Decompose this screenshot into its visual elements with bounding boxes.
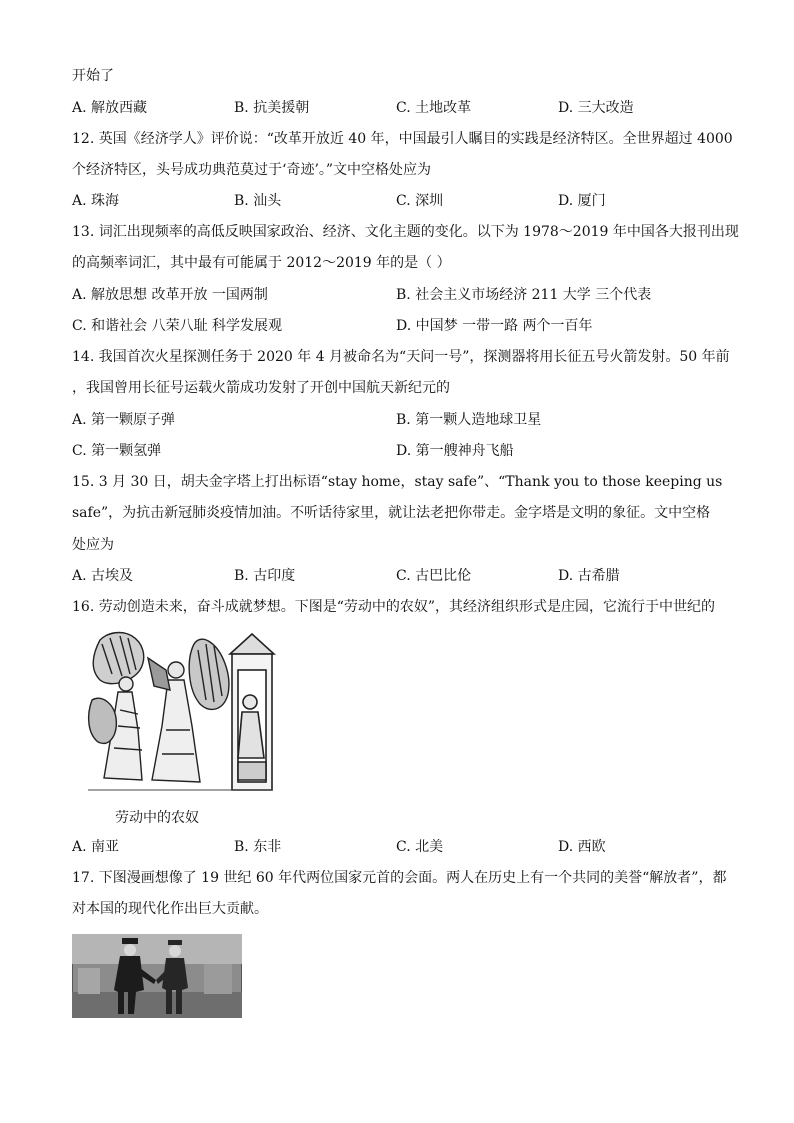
q15-stem-line1: 15. 3 月 30 日，胡夫金字塔上打出标语“stay home，stay safe”、“Thank you to those keeping us [72,474,723,490]
q12-option-d: D. 厦门 [558,193,606,209]
q16-option-d: D. 西欧 [558,839,606,855]
q11-tail: 开始了 [72,68,114,84]
q13-option-b: B. 社会主义市场经济 211 大学 三个代表 [396,287,652,303]
serfs-labor-woodcut-image [82,630,276,798]
q16-option-a: A. 南亚 [72,839,120,855]
q14-option-c: C. 第一颗氢弹 [72,443,162,459]
q13-stem-line2: 的高频率词汇，其中最有可能属于 2012～2019 年的是（ ） [72,255,451,271]
q14-option-b: B. 第一颗人造地球卫星 [396,412,542,428]
q13-stem-line1: 13. 词汇出现频率的高低反映国家政治、经济、文化主题的变化。以下为 1978～2019 年中国各大报刊出现 [72,224,739,240]
q13-option-a: A. 解放思想 改革开放 一国两制 [72,287,268,303]
q16-option-c: C. 北美 [396,839,444,855]
q15-option-b: B. 古印度 [234,568,296,584]
q14-option-d: D. 第一艘神舟飞船 [396,443,514,459]
q17-stem-line1: 17. 下图漫画想像了 19 世纪 60 年代两位国家元首的会面。两人在历史上有一个共同的美誉“解放者”，都 [72,870,727,886]
q14-stem-line2: ，我国曾用长征号运载火箭成功发射了开创中国航天新纪元的 [72,380,450,396]
q15-stem-line3: 处应为 [72,537,114,553]
two-leaders-handshake-cartoon-image [72,934,242,1018]
q11-option-d: D. 三大改造 [558,100,634,116]
q12-option-a: A. 珠海 [72,193,120,209]
q13-option-d: D. 中国梦 一带一路 两个一百年 [396,318,593,334]
q16-option-b: B. 东非 [234,839,282,855]
q12-option-c: C. 深圳 [396,193,444,209]
q15-stem-line2: safe”，为抗击新冠肺炎疫情加油。不听话待家里，就让法老把你带走。金字塔是文明的象征。文中空格 [72,505,711,521]
q16-image-caption: 劳动中的农奴 [115,810,199,826]
q15-option-c: C. 古巴比伦 [396,568,472,584]
q14-stem-line1: 14. 我国首次火星探测任务于 2020 年 4 月被命名为“天问一号”，探测器将用长征五号火箭发射。50 年前 [72,349,730,365]
q12-stem-line1: 12. 英国《经济学人》评价说：“改革开放近 40 年，中国最引人瞩目的实践是经济特区。全世界超过 4000 [72,131,733,147]
q12-stem-line2: 个经济特区，头号成功典范莫过于‘奇迹’。”文中空格处应为 [72,162,432,178]
q16-stem-line1: 16. 劳动创造未来，奋斗成就梦想。下图是“劳动中的农奴”，其经济组织形式是庄园，它流行于中世纪的 [72,599,716,615]
q13-option-c: C. 和谐社会 八荣八耻 科学发展观 [72,318,283,334]
q11-option-b: B. 抗美援朝 [234,100,310,116]
q11-option-a: A. 解放西藏 [72,100,148,116]
q12-option-b: B. 汕头 [234,193,282,209]
q11-option-c: C. 土地改革 [396,100,472,116]
q17-stem-line2: 对本国的现代化作出巨大贡献。 [72,901,268,917]
q15-option-a: A. 古埃及 [72,568,134,584]
q14-option-a: A. 第一颗原子弹 [72,412,176,428]
q15-option-d: D. 古希腊 [558,568,620,584]
